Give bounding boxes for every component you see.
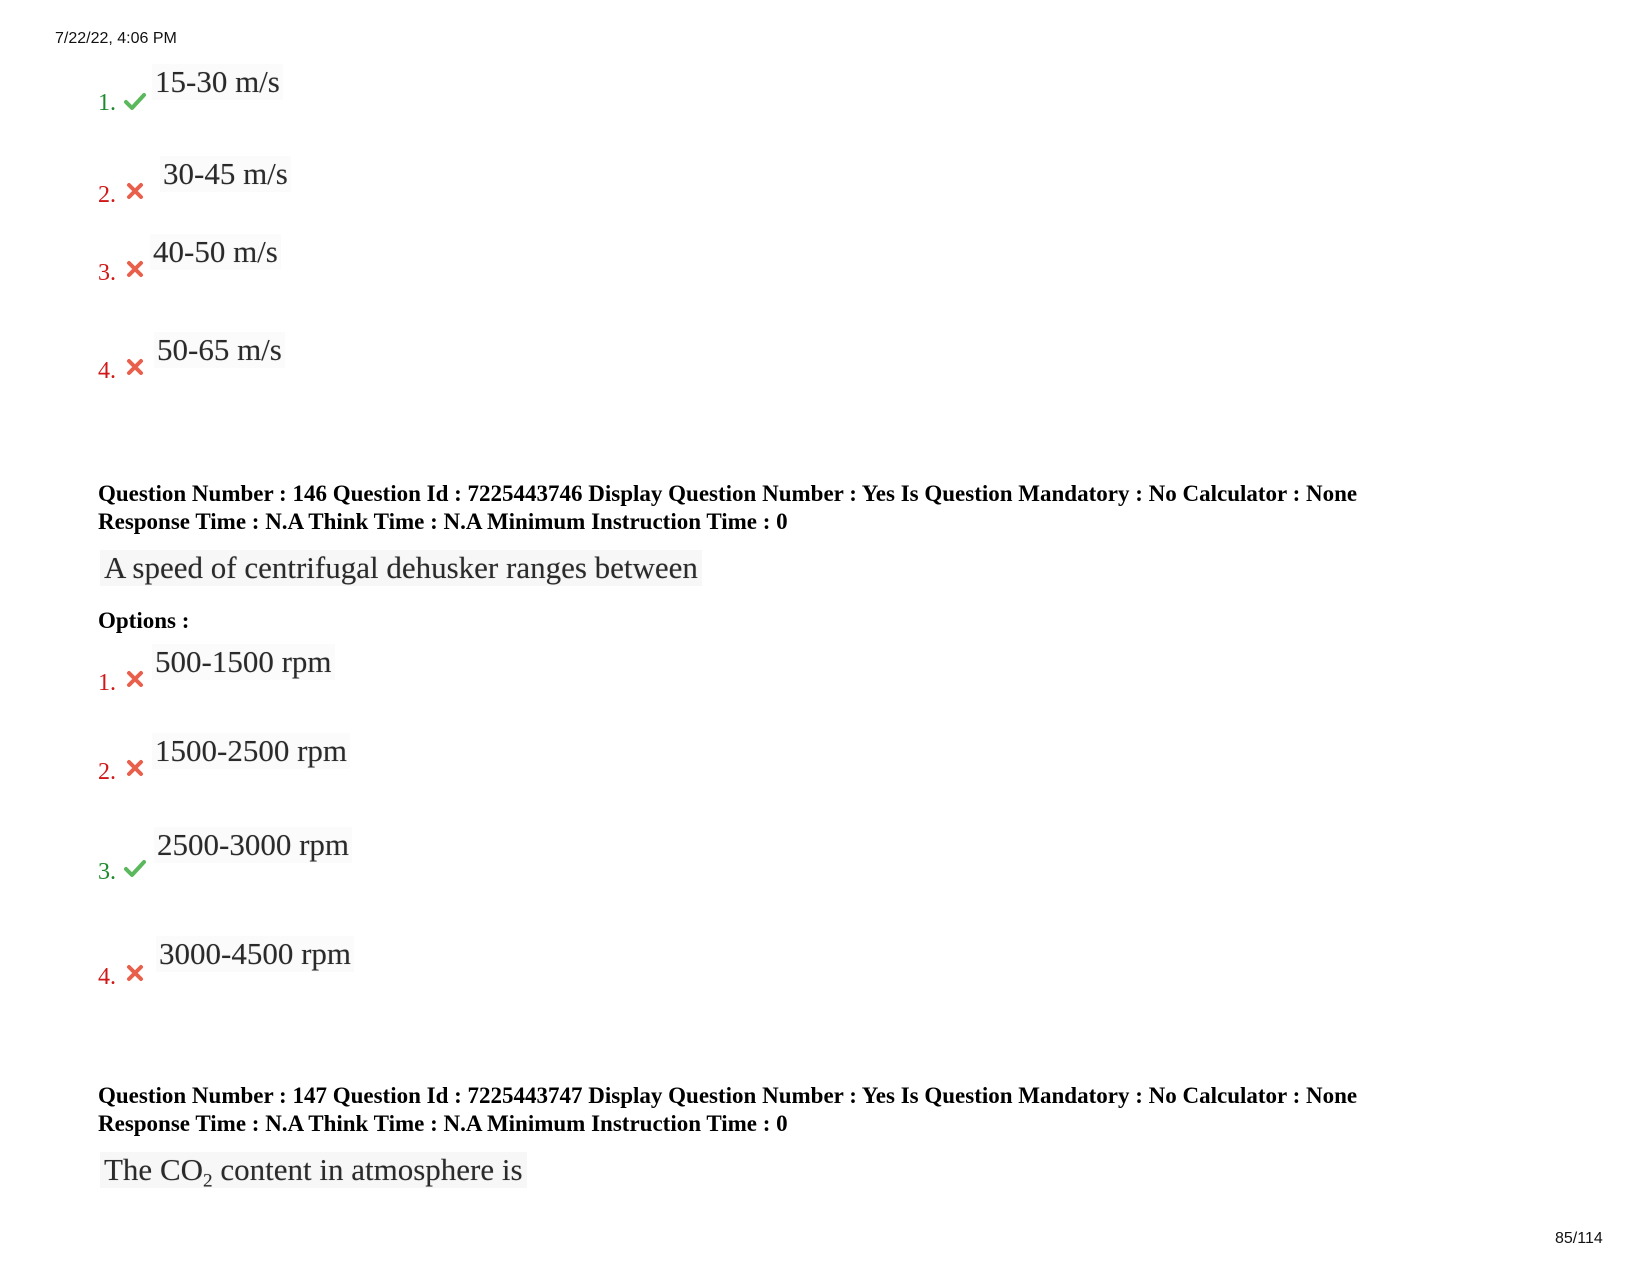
option-number: 3. xyxy=(98,260,116,286)
print-timestamp: 7/22/22, 4:06 PM xyxy=(55,30,177,47)
question-meta-line: Question Number : 146 Question Id : 7225443746 Display Question Number : Yes Is Question Mandatory : No Calculator : None xyxy=(98,481,1358,506)
question-text xyxy=(100,1152,527,1192)
options-label: Options : xyxy=(98,608,190,633)
option-text: 500-1500 rpm xyxy=(152,644,335,680)
option-number: 2. xyxy=(98,759,116,785)
cross-icon xyxy=(124,668,146,690)
cross-icon xyxy=(124,757,146,779)
option-text: 30-45 m/s xyxy=(160,156,291,192)
option-number: 3. xyxy=(98,859,116,885)
option-text: 1500-2500 rpm xyxy=(152,733,350,769)
option-text: 50-65 m/s xyxy=(154,332,285,368)
check-icon xyxy=(124,857,146,879)
check-icon xyxy=(124,90,146,112)
option-text: 40-50 m/s xyxy=(150,234,281,270)
option-number: 4. xyxy=(98,964,116,990)
cross-icon xyxy=(124,962,146,984)
option-text: 2500-3000 rpm xyxy=(154,827,352,863)
question-meta-line: Response Time : N.A Think Time : N.A Minimum Instruction Time : 0 xyxy=(98,509,788,534)
question-meta xyxy=(98,480,1357,536)
question-meta-line: Response Time : N.A Think Time : N.A Minimum Instruction Time : 0 xyxy=(98,1111,788,1136)
option-number: 1. xyxy=(98,90,116,116)
option-number: 1. xyxy=(98,670,116,696)
question-text-suffix: content in atmosphere is xyxy=(212,1152,523,1187)
option-text: 3000-4500 rpm xyxy=(156,936,354,972)
option-text: 15-30 m/s xyxy=(152,64,283,100)
page-number: 85/114 xyxy=(1555,1230,1603,1247)
cross-icon xyxy=(124,258,146,280)
option-number: 2. xyxy=(98,182,116,208)
question-meta xyxy=(98,1082,1357,1138)
cross-icon xyxy=(124,356,146,378)
option-number: 4. xyxy=(98,358,116,384)
question-text-subscript: 2 xyxy=(203,1170,213,1192)
question-text-prefix: The CO xyxy=(104,1152,204,1187)
cross-icon xyxy=(124,180,146,202)
question-meta-line: Question Number : 147 Question Id : 7225443747 Display Question Number : Yes Is Question Mandatory : No Calculator : None xyxy=(98,1083,1358,1108)
question-text: A speed of centrifugal dehusker ranges between xyxy=(100,550,702,586)
